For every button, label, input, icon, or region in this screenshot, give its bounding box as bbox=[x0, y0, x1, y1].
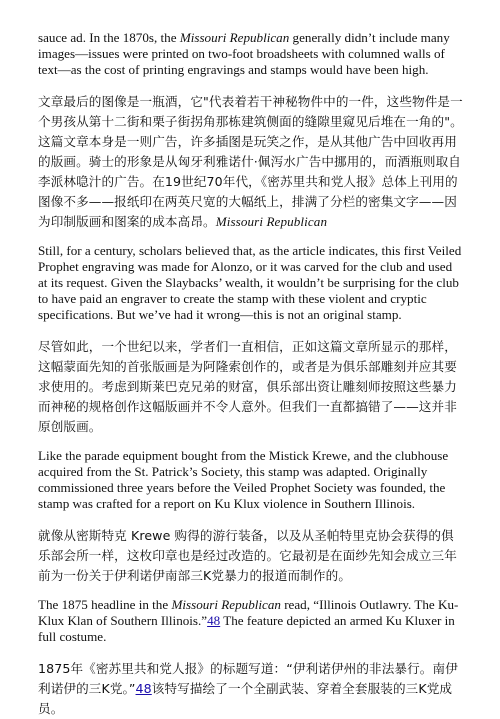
text-run: sauce ad. In the 1870s, the bbox=[38, 30, 180, 45]
newspaper-title: Missouri Republican bbox=[179, 30, 290, 45]
text-run: The feature depicted an armed Ku Kluxer in full costume. bbox=[38, 613, 455, 644]
paragraph-en-4 bbox=[38, 597, 464, 645]
paragraph-zh-1 bbox=[38, 92, 464, 232]
paragraph-zh-2 bbox=[38, 337, 464, 437]
text-run: Like the parade equipment bought from the Mistick Krewe, and the clubhouse acquired from the St. Patrick’s Society, this stamp was adapted. Originally commissioned three years before the Veiled Prophet Society was founded, the stamp was crafted for a report on Ku Klux violence in Southern Illinois. bbox=[38, 448, 449, 511]
text-run: 尽管如此，一个世纪以来，学者们一直相信，正如这篇文章所显示的那样，这幅蒙面先知的首张版画是为阿隆索创作的，或者是为俱乐部雕刻并应其要求使用的。考虑到斯莱巴克兄弟的财富，俱乐部出资让雕刻师按照这些暴力而神秘的规格创作这幅版画并不令人意外。但我们一直都搞错了——这并非原创版画。 bbox=[38, 339, 457, 434]
text-run: 该特写描绘了一个全副武装、穿着全套服装的三K党成员。 bbox=[38, 681, 453, 716]
newspaper-title: Missouri Republican bbox=[171, 597, 281, 612]
article-page bbox=[38, 30, 464, 719]
newspaper-title: Missouri Republican bbox=[215, 214, 328, 229]
text-run: 文章最后的图像是一瓶酒，它"代表着若干神秘物件中的一件，这些物件是一个男孩从第十二街和栗子街拐角那栋建筑侧面的缝隙里窥见后堆在一角的"。这篇文章本身是一则广告，许多插图是玩笑之作，是从其他广告中回收再用的版画。骑士的形象是从匈牙利雅诺什·佩泻水广告中挪用的，而酒瓶则取自李派林喼汁的广告。在19世纪70年代，《密苏里共和党人报》总体上刊用的图像不多——报纸印在两英尺宽的大幅纸上，排满了分栏的密集文字——因为印制版画和图案的成本高昂。 bbox=[38, 94, 463, 229]
paragraph-zh-3 bbox=[38, 526, 464, 586]
text-run: generally didn’t include many images—issues were printed on two-foot broadsheets with columned walls of text—as the cost of printing engravings and stamps would have been high. bbox=[38, 30, 450, 77]
footnote-link[interactable]: 48 bbox=[207, 613, 221, 628]
text-run: Still, for a century, scholars believed that, as the article indicates, this first Veiled Prophet engraving was made for Alonzo, or it was carved for the club and used at its request. Given the Slaybacks’ wealth, it wouldn’t be surprising for the club to have paid an engraver to create the stamp with these violent and cryptic specifications. But we’ve had it wrong—this is not an original stamp. bbox=[38, 243, 462, 322]
paragraph-zh-4 bbox=[38, 659, 464, 719]
footnote-link[interactable]: 48 bbox=[135, 681, 152, 696]
text-run: 就像从密斯特克 Krewe 购得的游行装备，以及从圣帕特里克协会获得的俱乐部会所一样，这枚印章也是经过改造的。它最初是在面纱先知会成立三年前为一份关于伊利诺伊南部三K党暴力的报道而制作的。 bbox=[38, 528, 457, 583]
paragraph-en-1 bbox=[38, 30, 464, 78]
text-run: 1875年《密苏里共和党人报》的标题写道：“伊利诺伊州的非法暴行。南伊利诺伊的三K党。” bbox=[38, 661, 458, 696]
text-run: The 1875 headline in the bbox=[38, 597, 172, 612]
paragraph-en-3 bbox=[38, 448, 464, 512]
paragraph-en-2 bbox=[38, 243, 464, 323]
text-run: read, “Illinois Outlawry. The Ku-Klux Klan of Southern Illinois.” bbox=[38, 597, 459, 628]
